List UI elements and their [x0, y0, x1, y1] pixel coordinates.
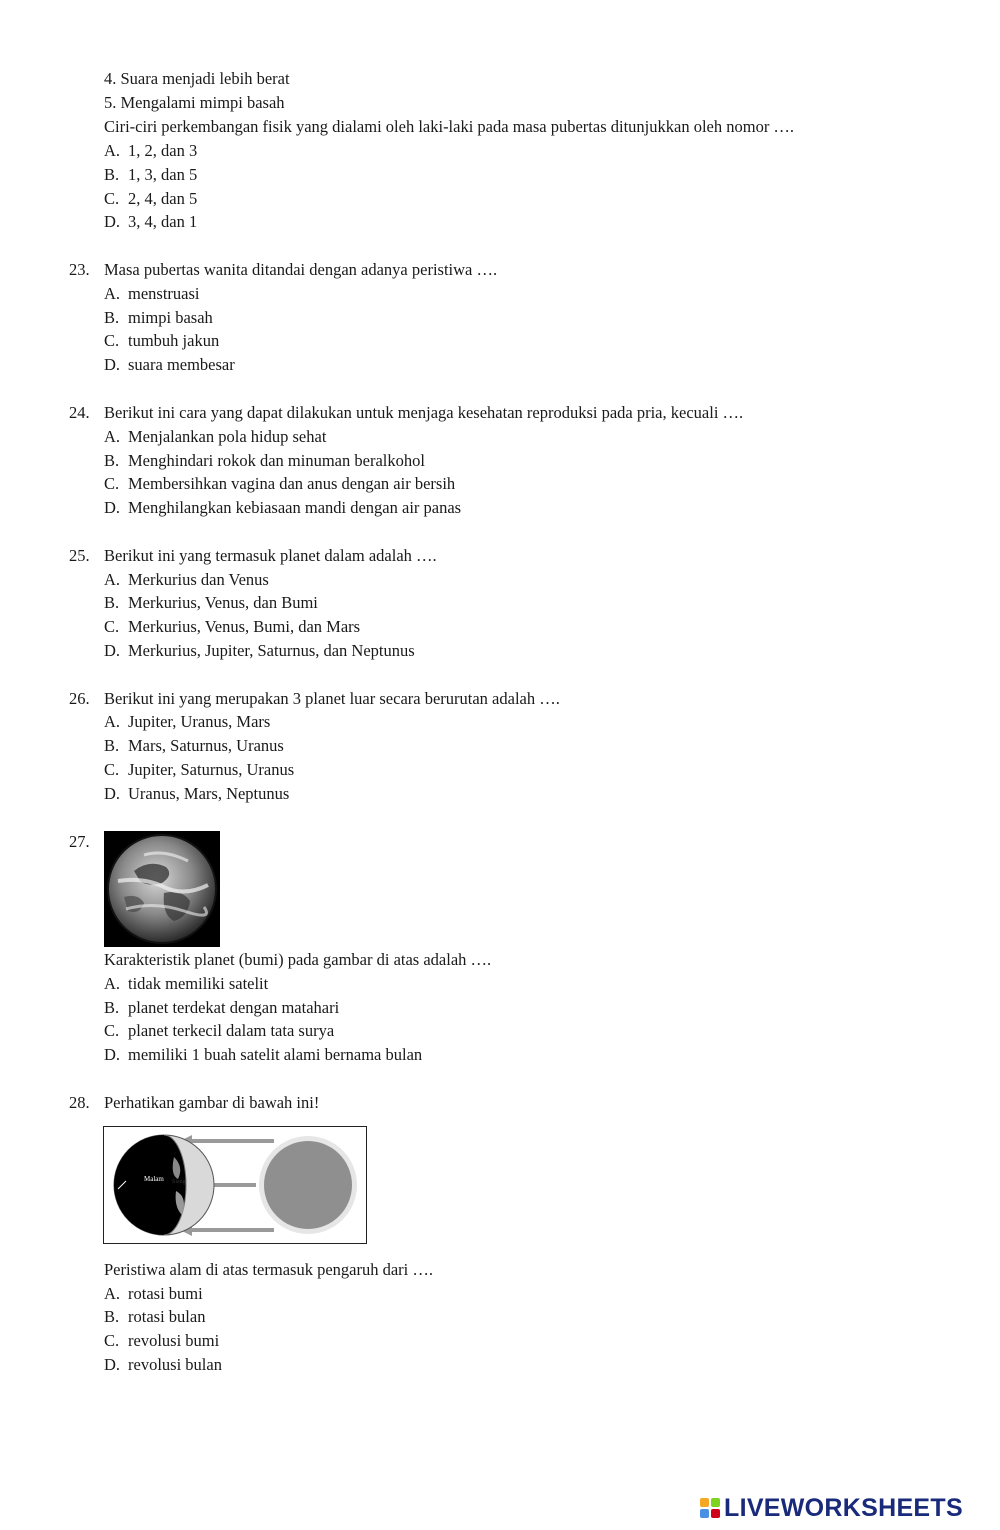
option-text: tumbuh jakun: [128, 331, 220, 350]
option-text: memiliki 1 buah satelit alami bernama bulan: [128, 1045, 423, 1064]
q28-option-a[interactable]: [104, 1284, 203, 1304]
option-text: revolusi bumi: [128, 1331, 220, 1350]
option-letter: A.: [104, 284, 121, 303]
q23-option-a[interactable]: [104, 284, 200, 304]
option-letter: A.: [104, 141, 121, 160]
option-text: rotasi bulan: [128, 1307, 206, 1326]
option-letter: A.: [104, 1284, 121, 1303]
q27-option-c[interactable]: [104, 1021, 334, 1041]
option-text: Mars, Saturnus, Uranus: [128, 736, 284, 755]
question-25-stem: Berikut ini yang termasuk planet dalam adalah ….: [104, 546, 437, 565]
q24-option-b[interactable]: [104, 451, 425, 471]
option-letter: B.: [104, 1307, 120, 1326]
option-letter: C.: [104, 617, 120, 636]
liveworksheets-logo[interactable]: [700, 1493, 963, 1523]
option-letter: A.: [104, 570, 121, 589]
option-text: revolusi bulan: [128, 1355, 222, 1374]
option-text: suara membesar: [128, 355, 235, 374]
option-text: 1, 2, dan 3: [128, 141, 198, 160]
logo-square: [700, 1509, 709, 1518]
question-28-caption: Peristiwa alam di atas termasuk pengaruh dari ….: [104, 1260, 433, 1279]
option-text: Uranus, Mars, Neptunus: [128, 784, 290, 803]
question-26-stem: Berikut ini yang merupakan 3 planet luar secara berurutan adalah ….: [104, 689, 560, 708]
q25-option-b[interactable]: [104, 593, 318, 613]
question-24-stem: Berikut ini cara yang dapat dilakukan untuk menjaga kesehatan reproduksi pada pria, kecuali ….: [104, 403, 744, 422]
logo-square: [711, 1498, 720, 1507]
q27-option-d[interactable]: [104, 1045, 422, 1065]
question-23-number: 23.: [69, 260, 90, 279]
question-25-number: 25.: [69, 546, 90, 565]
option-text: planet terdekat dengan matahari: [128, 998, 340, 1017]
option-text: menstruasi: [128, 284, 200, 303]
option-letter: B.: [104, 593, 120, 612]
option-text: Merkurius dan Venus: [128, 570, 269, 589]
night-label: Malam: [144, 1175, 164, 1183]
q26-option-d[interactable]: [104, 784, 289, 804]
option-text: Menjalankan pola hidup sehat: [128, 427, 327, 446]
option-letter: C.: [104, 474, 120, 493]
q26-option-b[interactable]: [104, 736, 284, 756]
option-letter: B.: [104, 998, 120, 1017]
option-letter: C.: [104, 1331, 120, 1350]
question-26-number: 26.: [69, 689, 90, 708]
option-text: planet terkecil dalam tata surya: [128, 1021, 335, 1040]
option-text: Membersihkan vagina dan anus dengan air bersih: [128, 474, 456, 493]
option-text: Merkurius, Venus, dan Bumi: [128, 593, 318, 612]
option-letter: A.: [104, 712, 121, 731]
sun-earth-diagram: [104, 1127, 366, 1243]
option-letter: C.: [104, 760, 120, 779]
option-letter: D.: [104, 1355, 121, 1374]
option-letter: C.: [104, 1021, 120, 1040]
question-22-stem: Ciri-ciri perkembangan fisik yang dialami oleh laki-laki pada masa pubertas ditunjukkan oleh nomor ….: [104, 117, 795, 136]
logo-square: [711, 1509, 720, 1518]
q22-option-d[interactable]: [104, 212, 197, 232]
earth-globe-icon: [104, 831, 220, 947]
option-text: rotasi bumi: [128, 1284, 203, 1303]
q28-option-c[interactable]: [104, 1331, 219, 1351]
earth-image: [104, 831, 220, 947]
q24-option-d[interactable]: [104, 498, 461, 518]
option-letter: B.: [104, 165, 120, 184]
option-text: Menghindari rokok dan minuman beralkohol: [128, 451, 425, 470]
q24-option-c[interactable]: [104, 474, 455, 494]
q23-option-d[interactable]: [104, 355, 235, 375]
question-27-stem: Karakteristik planet (bumi) pada gambar di atas adalah ….: [104, 950, 492, 969]
question-23-stem: Masa pubertas wanita ditandai dengan adanya peristiwa ….: [104, 260, 498, 279]
question-27-number: 27.: [69, 832, 90, 851]
option-letter: D.: [104, 212, 121, 231]
option-letter: C.: [104, 189, 120, 208]
statement-4: 4. Suara menjadi lebih berat: [104, 69, 290, 88]
q27-option-a[interactable]: [104, 974, 268, 994]
q24-option-a[interactable]: [104, 427, 326, 447]
option-text: 3, 4, dan 1: [128, 212, 198, 231]
option-text: Menghilangkan kebiasaan mandi dengan air panas: [128, 498, 462, 517]
q23-option-c[interactable]: [104, 331, 219, 351]
option-text: Merkurius, Jupiter, Saturnus, dan Neptunus: [128, 641, 415, 660]
q26-option-c[interactable]: [104, 760, 294, 780]
option-letter: C.: [104, 331, 120, 350]
q22-option-a[interactable]: [104, 141, 197, 161]
option-letter: B.: [104, 308, 120, 327]
option-text: Jupiter, Uranus, Mars: [128, 712, 271, 731]
statement-5: 5. Mengalami mimpi basah: [104, 93, 285, 112]
question-28-number: 28.: [69, 1093, 90, 1112]
logo-text: LIVEWORKSHEETS: [724, 1493, 963, 1522]
q27-option-b[interactable]: [104, 998, 339, 1018]
question-28-stem: Perhatikan gambar di bawah ini!: [104, 1093, 320, 1112]
q25-option-c[interactable]: [104, 617, 360, 637]
option-letter: D.: [104, 784, 121, 803]
option-letter: B.: [104, 736, 120, 755]
day-night-diagram: [103, 1126, 367, 1244]
q26-option-a[interactable]: [104, 712, 270, 732]
option-letter: D.: [104, 498, 121, 517]
option-text: mimpi basah: [128, 308, 213, 327]
option-letter: A.: [104, 974, 121, 993]
q25-option-a[interactable]: [104, 570, 269, 590]
option-letter: B.: [104, 451, 120, 470]
option-text: Merkurius, Venus, Bumi, dan Mars: [128, 617, 361, 636]
option-letter: D.: [104, 641, 121, 660]
q22-option-c[interactable]: [104, 189, 197, 209]
q23-option-b[interactable]: [104, 308, 213, 328]
logo-square: [700, 1498, 709, 1507]
q28-option-b[interactable]: [104, 1307, 205, 1327]
option-letter: D.: [104, 1045, 121, 1064]
option-text: tidak memiliki satelit: [128, 974, 269, 993]
option-letter: D.: [104, 355, 121, 374]
option-text: 2, 4, dan 5: [128, 189, 198, 208]
q28-option-d[interactable]: [104, 1355, 222, 1375]
q25-option-d[interactable]: [104, 641, 415, 661]
question-24-number: 24.: [69, 403, 90, 422]
logo-grid-icon: [700, 1498, 720, 1518]
q22-option-b[interactable]: [104, 165, 197, 185]
option-letter: A.: [104, 427, 121, 446]
day-label: Siang: [172, 1179, 186, 1185]
option-text: Jupiter, Saturnus, Uranus: [128, 760, 295, 779]
option-text: 1, 3, dan 5: [128, 165, 198, 184]
